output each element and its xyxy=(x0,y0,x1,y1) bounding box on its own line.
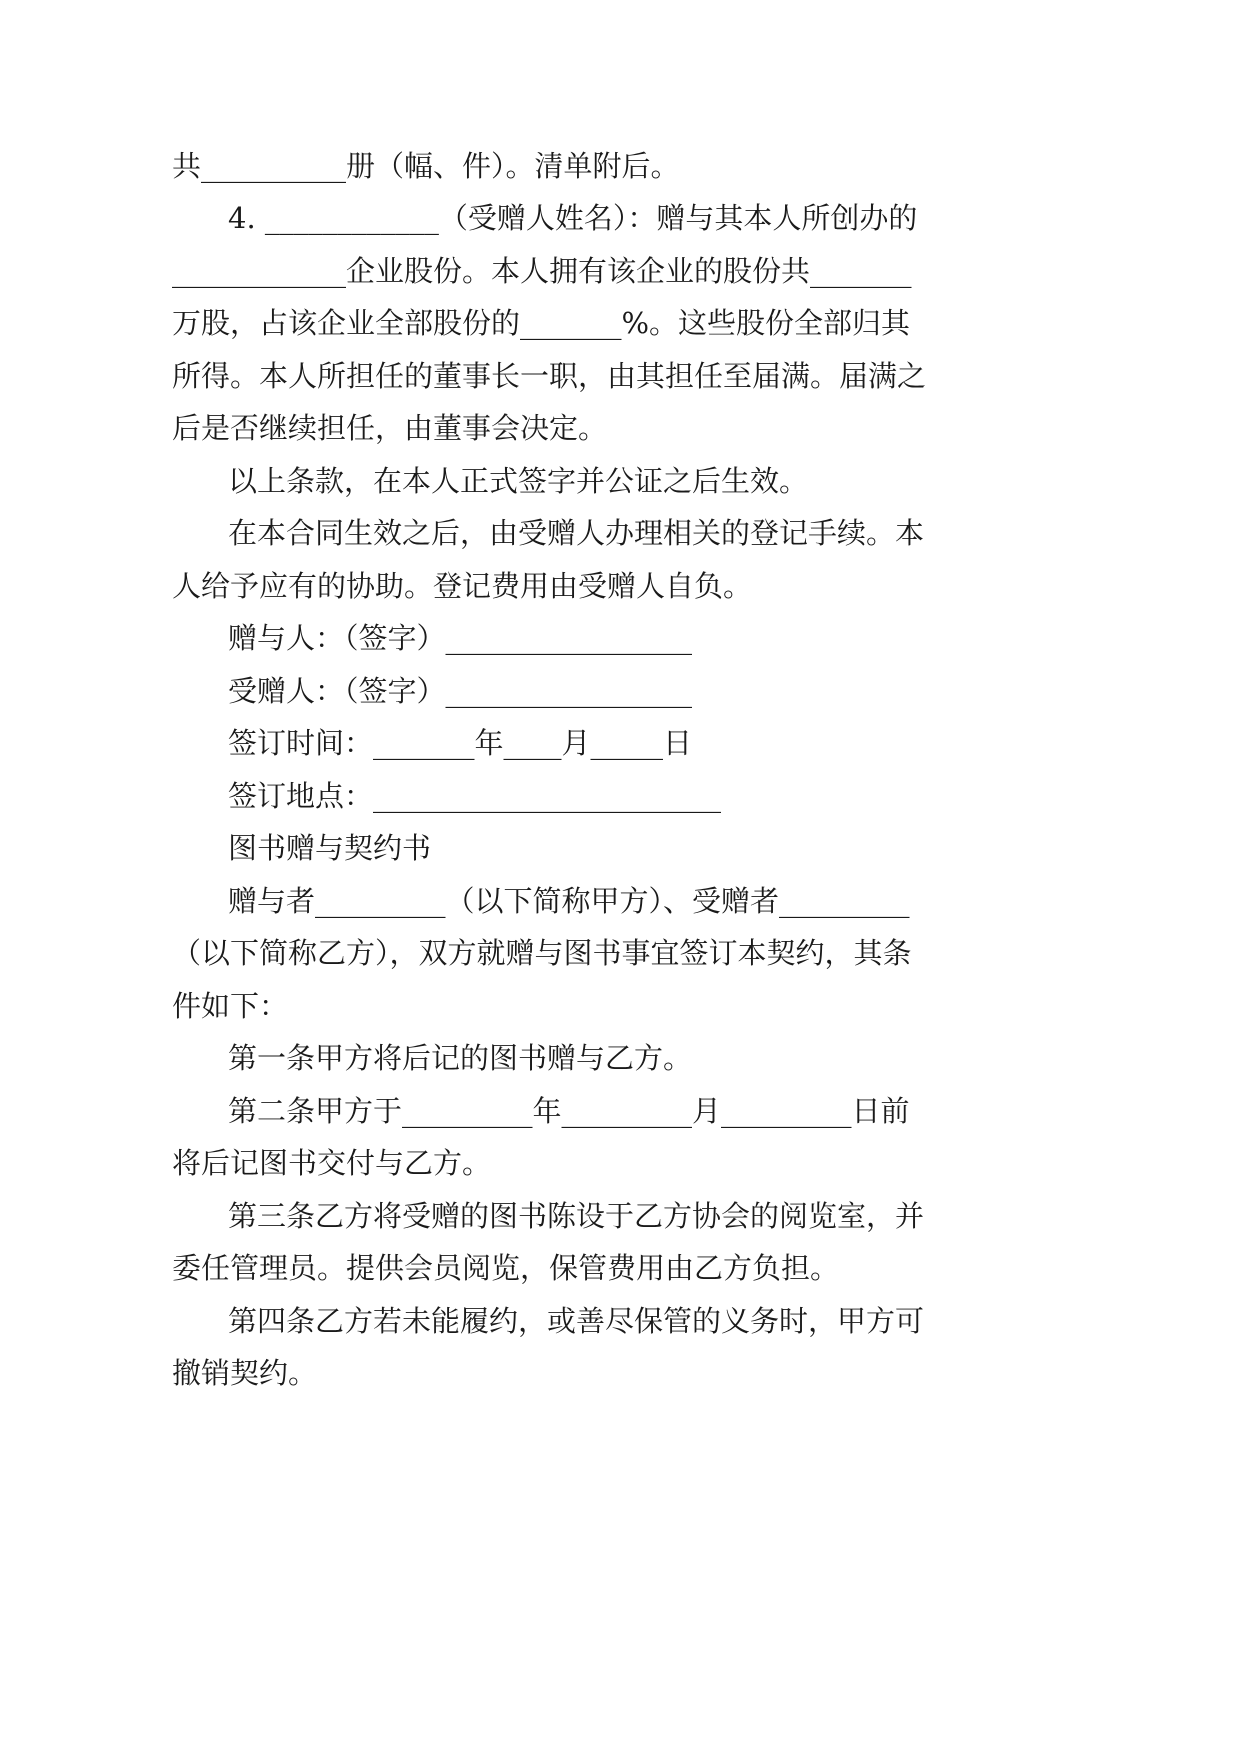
text-line: 所得。本人所担任的董事长一职，由其担任至届满。届满之 xyxy=(172,359,927,393)
text-line: 签订地点：________________________ xyxy=(228,779,722,813)
text-line: 撤销契约。 xyxy=(172,1356,318,1390)
text-line: 以上条款，在本人正式签字并公证之后生效。 xyxy=(228,464,809,498)
text-line: 后是否继续担任，由董事会决定。 xyxy=(172,411,608,445)
text-line: 委任管理员。提供会员阅览，保管费用由乙方负担。 xyxy=(172,1251,840,1285)
text-line: 将后记图书交付与乙方。 xyxy=(172,1146,492,1180)
text-line: 万股，占该企业全部股份的_______%。这些股份全部归其 xyxy=(172,306,911,340)
text-line: 第二条甲方于_________年_________月_________日前 xyxy=(228,1094,910,1128)
text-line: 第三条乙方将受赠的图书陈设于乙方协会的阅览室，并 xyxy=(228,1199,925,1233)
text-line: 受赠人：（签字）_________________ xyxy=(228,674,693,708)
text-line: ____________企业股份。本人拥有该企业的股份共_______ xyxy=(172,254,912,288)
text-line: 共__________册（幅、件）。清单附后。 xyxy=(172,149,680,183)
text-line: 赠与人：（签字）_________________ xyxy=(228,621,693,655)
text-line: 签订时间：_______年____月_____日 xyxy=(228,726,693,760)
text-line: 4. ____________（受赠人姓名）：赠与其本人所创办的 xyxy=(228,201,918,235)
text-line: 人给予应有的协助。登记费用由受赠人自负。 xyxy=(172,569,753,603)
text-line: 件如下： xyxy=(172,989,289,1023)
text-line: （以下简称乙方），双方就赠与图书事宜签订本契约，其条 xyxy=(172,936,912,970)
text-line: 赠与者_________（以下简称甲方）、受赠者_________ xyxy=(228,884,910,918)
text-line: 在本合同生效之后，由受赠人办理相关的登记手续。本 xyxy=(228,516,925,550)
text-line: 第四条乙方若未能履约，或善尽保管的义务时，甲方可 xyxy=(228,1304,925,1338)
section-heading: 图书赠与契约书 xyxy=(228,831,432,865)
text-line: 第一条甲方将后记的图书赠与乙方。 xyxy=(228,1041,693,1075)
